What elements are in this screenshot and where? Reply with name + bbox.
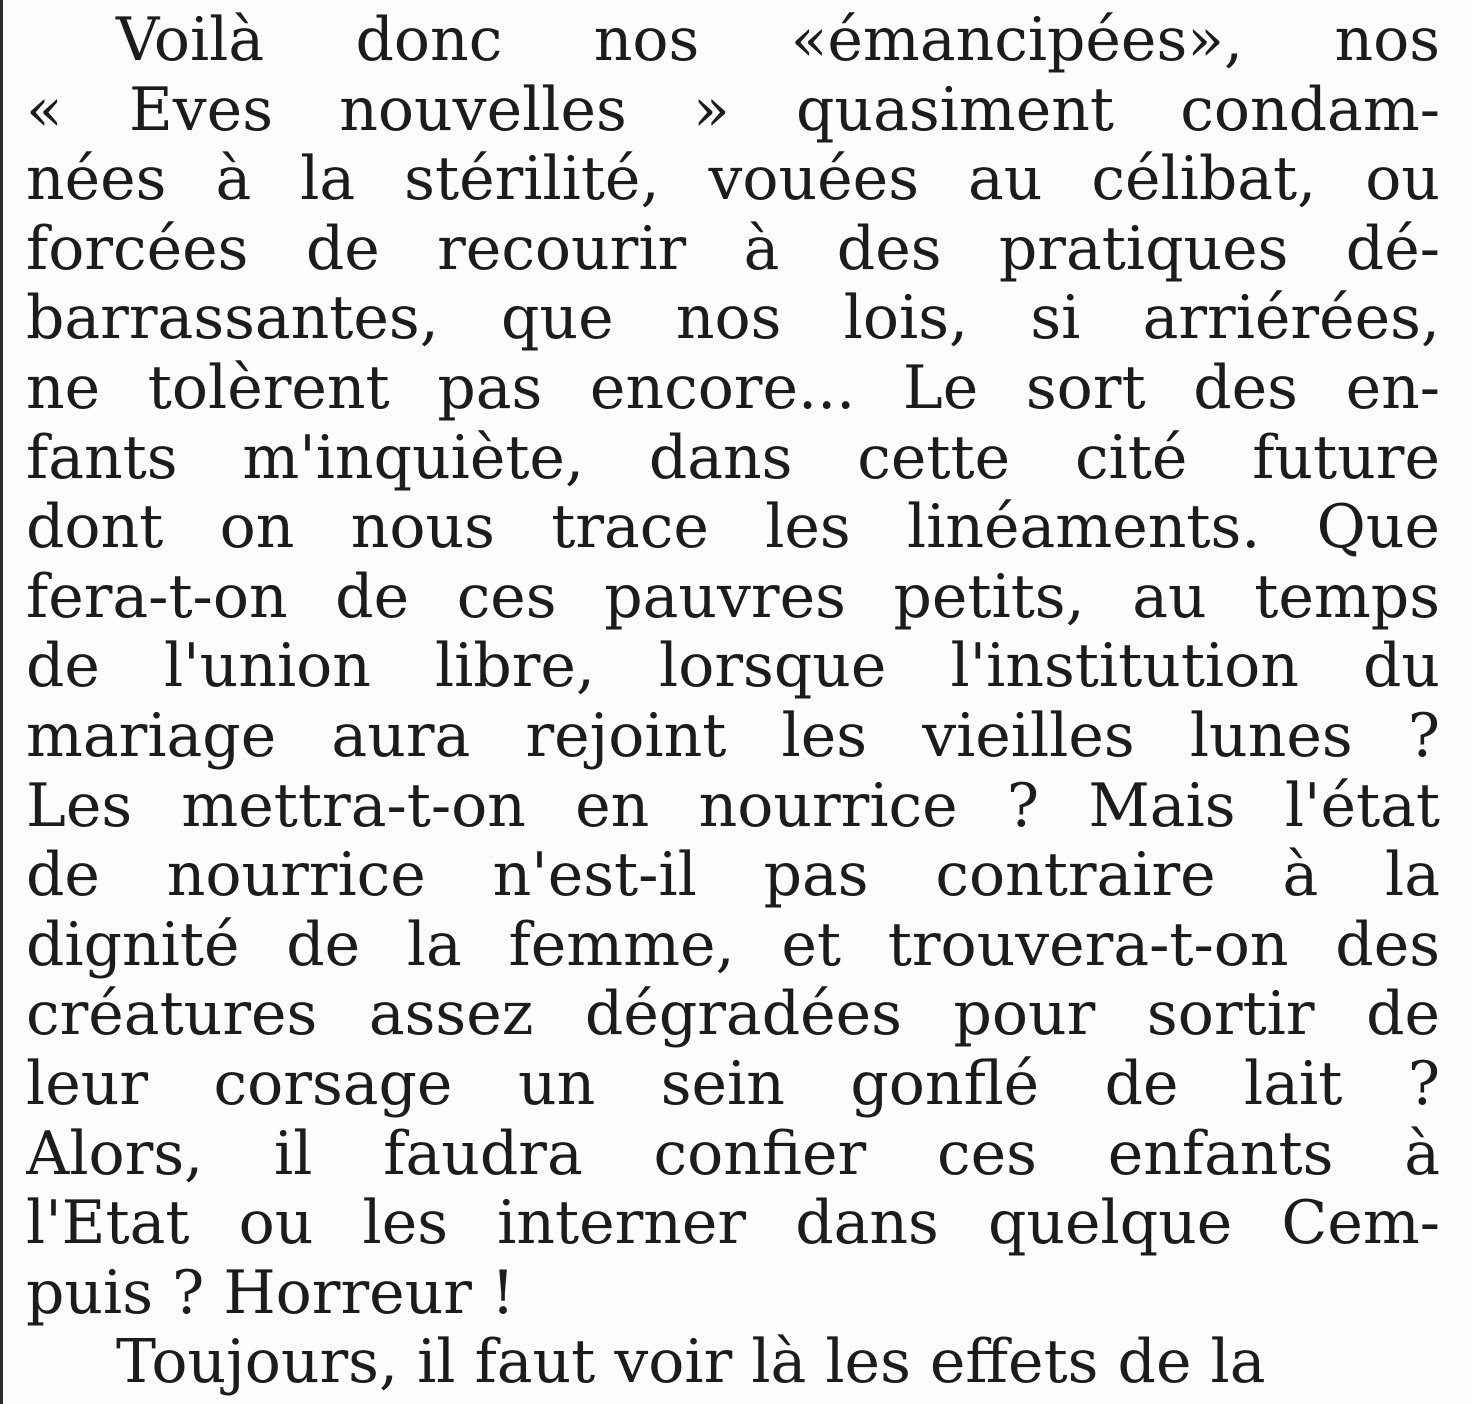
text-line: barrassantes, que nos lois, si arriérées,	[26, 284, 1440, 354]
text-line: de l'union libre, lorsque l'institution du	[26, 632, 1440, 702]
text-line: forcées de recourir à des pratiques dé-	[26, 214, 1440, 284]
text-line: fants m'inquiète, dans cette cité future	[26, 423, 1440, 493]
article-paragraph	[26, 6, 1440, 1398]
text-line: Les mettra-t-on en nourrice ? Mais l'état	[26, 771, 1440, 841]
next-paragraph-partial-line: Toujours, il faut voir là les effets de la	[116, 1328, 1266, 1398]
text-line: ne tolèrent pas encore... Le sort des en-	[26, 353, 1440, 423]
text-line: puis ? Horreur !	[26, 1258, 516, 1328]
text-line: de nourrice n'est-il pas contraire à la	[26, 841, 1440, 911]
text-line: « Eves nouvelles » quasiment condam-	[26, 75, 1440, 145]
text-line: Alors, il faudra confier ces enfants à	[26, 1119, 1440, 1189]
text-line: créatures assez dégradées pour sortir de	[26, 980, 1440, 1050]
text-line: nées à la stérilité, vouées au célibat, ou	[26, 145, 1440, 215]
text-line: l'Etat ou les interner dans quelque Cem-	[26, 1189, 1440, 1259]
column-rule	[0, 0, 3, 1404]
text-line: dont on nous trace les linéaments. Que	[26, 493, 1440, 563]
text-line: dignité de la femme, et trouvera-t-on des	[26, 910, 1440, 980]
text-line: Voilà donc nos «émancipées», nos	[116, 6, 1440, 75]
text-line: mariage aura rejoint les vieilles lunes ?	[26, 701, 1440, 771]
text-line: fera-t-on de ces pauvres petits, au temps	[26, 562, 1440, 632]
text-line: leur corsage un sein gonflé de lait ?	[26, 1049, 1440, 1119]
